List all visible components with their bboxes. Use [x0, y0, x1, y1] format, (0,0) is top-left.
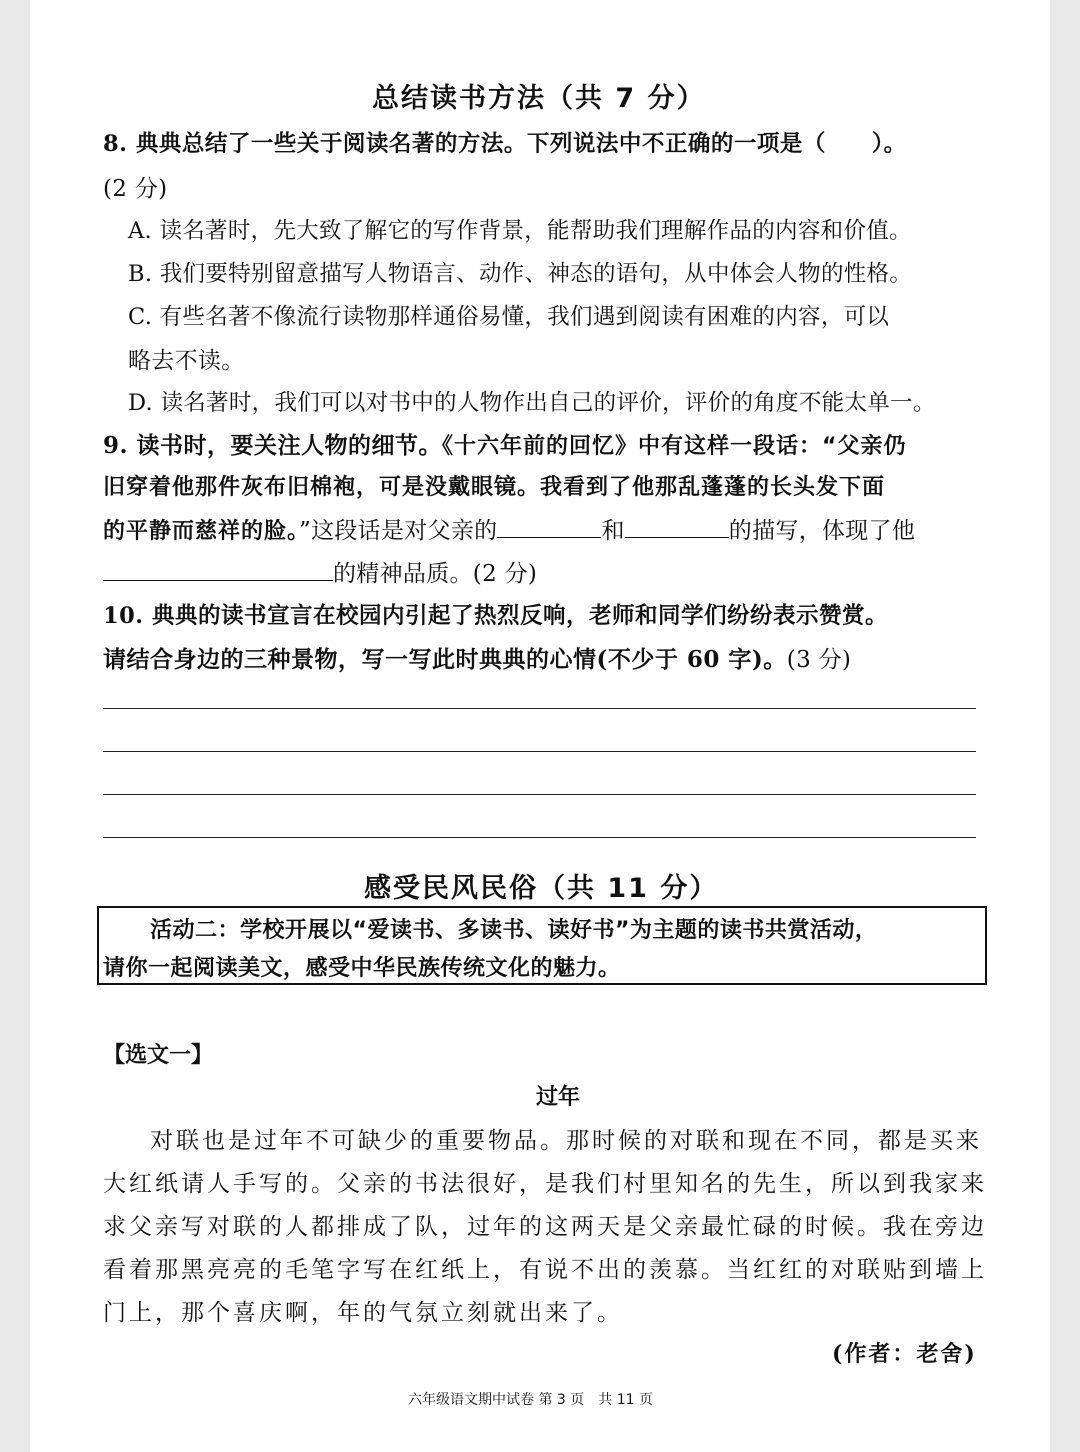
question-9-line3 — [103, 512, 915, 545]
section-title-folk-customs: 感受民风民俗（共 11 分） — [364, 873, 719, 904]
answer-line-2[interactable] — [103, 751, 976, 752]
question-8-option-c-line1: C. 有些名著不像流行读物那样通俗易懂，我们遇到阅读有困难的内容，可以 — [128, 304, 890, 330]
question-9-line4 — [103, 555, 537, 588]
section-title-reading-methods: 总结读书方法（共 7 分） — [372, 83, 706, 114]
question-8-stem: 8. 典典总结了一些关于阅读名著的方法。下列说法中不正确的一项是（ ）。 — [103, 131, 907, 157]
activity-line1: 活动二：学校开展以“爱读书、多读书、读好书”为主题的读书共赏活动， — [150, 918, 878, 943]
question-9-prompt: 9. 读书时，要关注人物的细节。 — [103, 432, 443, 459]
passage-line-4: 看着那黑亮亮的毛笔字写在红纸上，有说不出的羡慕。当红红的对联贴到墙上 — [103, 1257, 987, 1283]
question-9-blank-1[interactable] — [497, 515, 601, 538]
question-10-score: (3 分) — [786, 647, 852, 673]
question-8-option-a: A. 读名著时，先大致了解它的写作背景，能帮助我们理解作品的内容和价值。 — [128, 218, 912, 244]
question-9-line1 — [103, 427, 907, 460]
question-10-line2 — [103, 641, 851, 674]
question-8-option-d: D. 读名著时，我们可以对书中的人物作出自己的评价，评价的角度不能太单一。 — [128, 390, 936, 416]
passage-title: 过年 — [536, 1084, 581, 1110]
passage-line-2: 大红纸请人手写的。父亲的书法很好，是我们村里知名的先生，所以到我家来 — [103, 1171, 987, 1197]
question-9-text: ”这段话是对父亲的 — [299, 518, 498, 544]
question-9-blank-3[interactable] — [103, 558, 333, 581]
question-9-quality: 的精神品质。(2 分) — [333, 561, 538, 587]
answer-line-1[interactable] — [103, 708, 976, 709]
question-8-option-b: B. 我们要特别留意描写人物语言、动作、神态的语句，从中体会人物的性格。 — [128, 261, 913, 287]
question-8-score: (2 分) — [103, 176, 168, 202]
passage-line-5: 门上，那个喜庆啊，年的气氛立刻就出来了。 — [103, 1300, 623, 1326]
answer-line-3[interactable] — [103, 794, 976, 795]
question-9-and: 和 — [601, 518, 625, 544]
question-9-quote-end: 的平静而慈祥的脸。 — [103, 519, 300, 544]
question-10-prompt: 请结合身边的三种景物，写一写此时典典的心情(不少于 60 字)。 — [103, 646, 787, 673]
passage-author: (作者：老舍) — [832, 1341, 977, 1367]
question-10-line1: 10. 典典的读书宣言在校园内引起了热烈反响，老师和同学们纷纷表示赞赏。 — [103, 603, 888, 629]
question-9-quote-start: 《十六年前的回忆》中有这样一段话：“父亲仍 — [442, 434, 907, 459]
question-9-blank-2[interactable] — [625, 515, 729, 538]
passage-line-1: 对联也是过年不可缺少的重要物品。那时候的对联和现在不同，都是买来 — [150, 1128, 982, 1154]
answer-line-4[interactable] — [103, 837, 976, 838]
question-8-option-c-line2: 略去不读。 — [128, 348, 245, 374]
passage-line-3: 求父亲写对联的人都排成了队，过年的这两天是父亲最忙碌的时候。我在旁边 — [103, 1214, 987, 1240]
passage-label: 【选文一】 — [103, 1043, 214, 1068]
activity-line2: 请你一起阅读美文，感受中华民族传统文化的魅力。 — [103, 956, 621, 981]
page-footer: 六年级语文期中试卷 第 3 页 共 11 页 — [408, 1392, 653, 1408]
question-9-text-end: 的描写，体现了他 — [728, 518, 916, 544]
question-9-quote-line2: 旧穿着他那件灰布旧棉袍，可是没戴眼镜。我看到了他那乱蓬蓬的长头发下面 — [103, 475, 886, 500]
